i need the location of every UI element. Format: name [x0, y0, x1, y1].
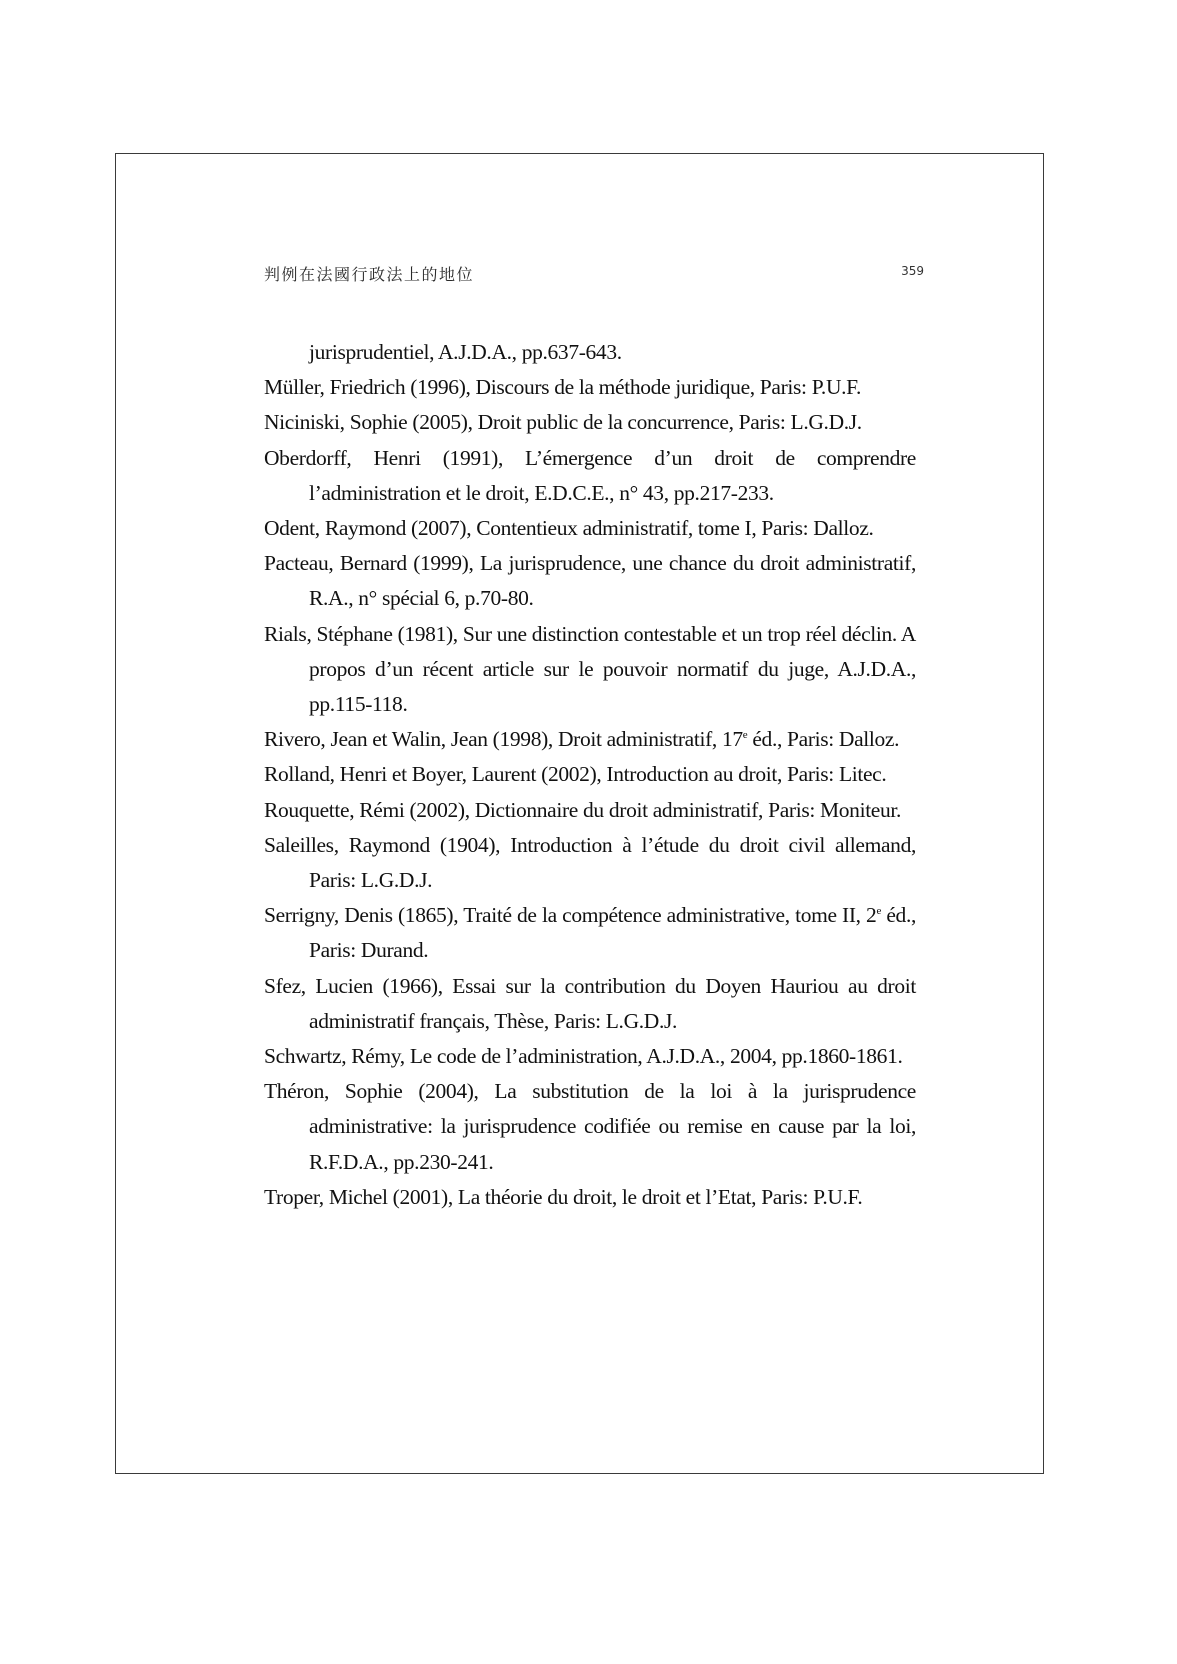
- page-number: 359: [901, 264, 924, 278]
- bibliography-entry-rivero: [264, 722, 916, 757]
- bibliography-entry-rouquette: Rouquette, Rémi (2002), Dictionnaire du droit administratif, Paris: Moniteur.: [264, 797, 902, 822]
- bibliography-entry-serrigny: [264, 898, 916, 968]
- superscript: e: [876, 905, 881, 918]
- running-header: [264, 262, 924, 286]
- bibliography-entry-pacteau: Pacteau, Bernard (1999), La jurisprudence, une chance du droit administratif, R.A., n° spécial 6, p.70-80.: [264, 551, 916, 611]
- bibliography-entry-troper: Troper, Michel (2001), La théorie du droit, le droit et l’Etat, Paris: P.U.F.: [264, 1184, 863, 1209]
- bibliography-entry-muller: Müller, Friedrich (1996), Discours de la méthode juridique, Paris: P.U.F.: [264, 375, 862, 400]
- header-title: 判例在法國行政法上的地位: [264, 265, 475, 284]
- bibliography-entry-niciniski: Niciniski, Sophie (2005), Droit public de la concurrence, Paris: L.G.D.J.: [264, 410, 862, 435]
- superscript: e: [742, 729, 748, 742]
- bibliography-entry-theron: Théron, Sophie (2004), La substitution de la loi à la jurisprudence administrative: la jurisprudence codifiée ou remise en cause par la loi, R.F.D.A., pp.230-241.: [264, 1079, 916, 1174]
- entry-text: Rivero, Jean et Walin, Jean (1998), Droit administratif, 17: [264, 727, 743, 752]
- entry-text: Serrigny, Denis (1865), Traité de la compétence administrative, tome II, 2: [264, 903, 877, 928]
- bibliography-entry-schwartz: Schwartz, Rémy, Le code de l’administration, A.J.D.A., 2004, pp.1860-1861.: [264, 1044, 903, 1069]
- bibliography-entry-oberdorff: Oberdorff, Henri (1991), L’émergence d’un droit de comprendre l’administration et le droit, E.D.C.E., n° 43, pp.217-233.: [264, 445, 916, 505]
- entry-text: éd., Paris: Dalloz.: [747, 727, 900, 752]
- bibliography-entry-rolland: Rolland, Henri et Boyer, Laurent (2002), Introduction au droit, Paris: Litec.: [264, 762, 887, 787]
- entry-text: éd., Paris: Durand.: [309, 903, 916, 963]
- bibliography-entry-odent: Odent, Raymond (2007), Contentieux administratif, tome I, Paris: Dalloz.: [264, 516, 874, 541]
- bibliography-list: [264, 335, 916, 1215]
- continued-entry: jurisprudentiel, A.J.D.A., pp.637-643.: [309, 340, 622, 364]
- bibliography-entry-rials: Rials, Stéphane (1981), Sur une distinction contestable et un trop réel déclin. A propos d’un récent article sur le pouvoir normatif du juge, A.J.D.A., pp.115-118.: [264, 621, 916, 717]
- bibliography-entry-sfez: Sfez, Lucien (1966), Essai sur la contribution du Doyen Hauriou au droit administratif français, Thèse, Paris: L.G.D.J.: [264, 973, 916, 1033]
- bibliography-entry-saleilles: Saleilles, Raymond (1904), Introduction à l’étude du droit civil allemand, Paris: L.G.D.J.: [264, 832, 916, 893]
